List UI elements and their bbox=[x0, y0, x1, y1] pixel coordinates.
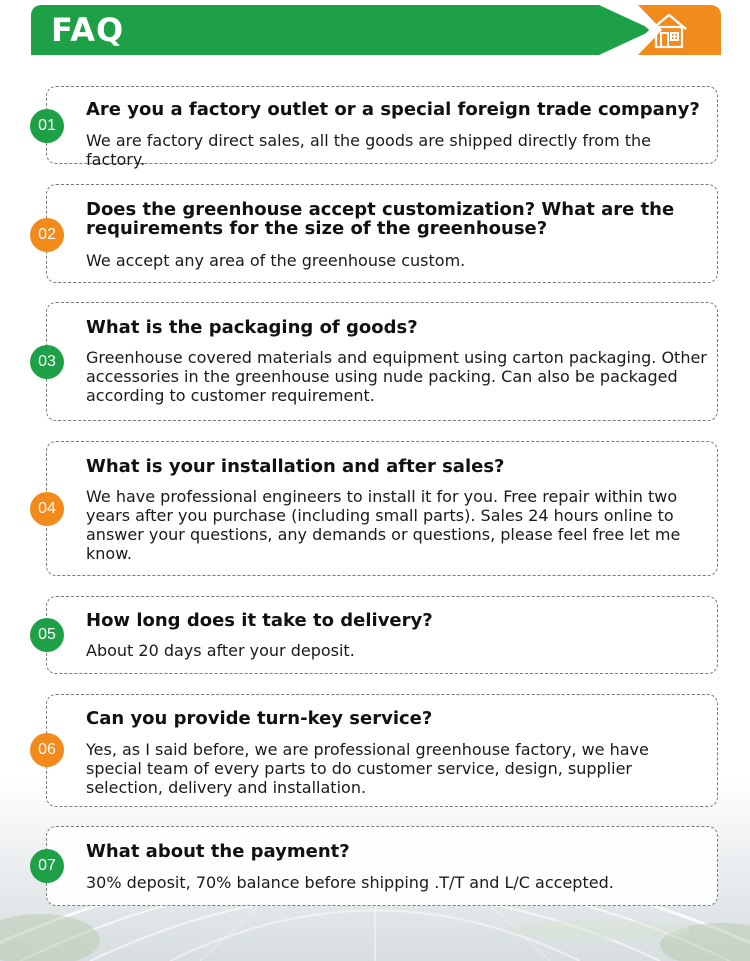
faq-answer: We accept any area of the greenhouse custom. bbox=[86, 251, 466, 270]
faq-number-badge: 06 bbox=[30, 733, 64, 767]
faq-item-07 bbox=[38, 826, 718, 906]
faq-question: Does the greenhouse accept customization? What are the requirements for the size of the greenhouse? bbox=[86, 199, 675, 239]
faq-number-badge: 03 bbox=[30, 345, 64, 379]
faq-question: What about the payment? bbox=[86, 841, 350, 862]
greenhouse-icon bbox=[649, 11, 689, 51]
faq-question: Can you provide turn-key service? bbox=[86, 708, 433, 729]
faq-number-badge: 02 bbox=[30, 218, 64, 252]
faq-answer: Greenhouse covered materials and equipment using carton packaging. Other accessories in the greenhouse using nude packing. Can also be packaged according to customer requirement. bbox=[86, 348, 707, 405]
faq-number-badge: 05 bbox=[30, 618, 64, 652]
faq-number-badge: 07 bbox=[30, 849, 64, 883]
faq-question: What is the packaging of goods? bbox=[86, 317, 418, 338]
faq-item-01 bbox=[38, 86, 718, 169]
faq-answer: About 20 days after your deposit. bbox=[86, 641, 355, 660]
faq-answer: 30% deposit, 70% balance before shipping .T/T and L/C accepted. bbox=[86, 873, 614, 892]
faq-answer: We are factory direct sales, all the goods are shipped directly from the factory. bbox=[86, 131, 652, 169]
faq-answer: We have professional engineers to install it for you. Free repair within two years after you purchase (including small parts). Sales 24 hours online to answer your questions, any demands or questions, please feel free let me know. bbox=[86, 487, 681, 563]
faq-item-06 bbox=[38, 694, 718, 807]
faq-item-04 bbox=[38, 441, 718, 576]
faq-item-02 bbox=[38, 184, 718, 283]
faq-question: Are you a factory outlet or a special foreign trade company? bbox=[86, 99, 700, 120]
faq-answer: Yes, as I said before, we are professional greenhouse factory, we have special team of every parts to do customer service, design, supplier selection, delivery and installation. bbox=[86, 740, 649, 797]
faq-item-03 bbox=[38, 302, 718, 421]
faq-question: How long does it take to delivery? bbox=[86, 610, 433, 631]
faq-number-badge: 01 bbox=[30, 109, 64, 143]
faq-item-05 bbox=[38, 596, 718, 674]
faq-header bbox=[31, 5, 721, 55]
faq-number-badge: 04 bbox=[30, 492, 64, 526]
page-title: FAQ bbox=[51, 11, 125, 49]
faq-question: What is your installation and after sales? bbox=[86, 456, 505, 477]
header-green-banner bbox=[31, 5, 671, 55]
